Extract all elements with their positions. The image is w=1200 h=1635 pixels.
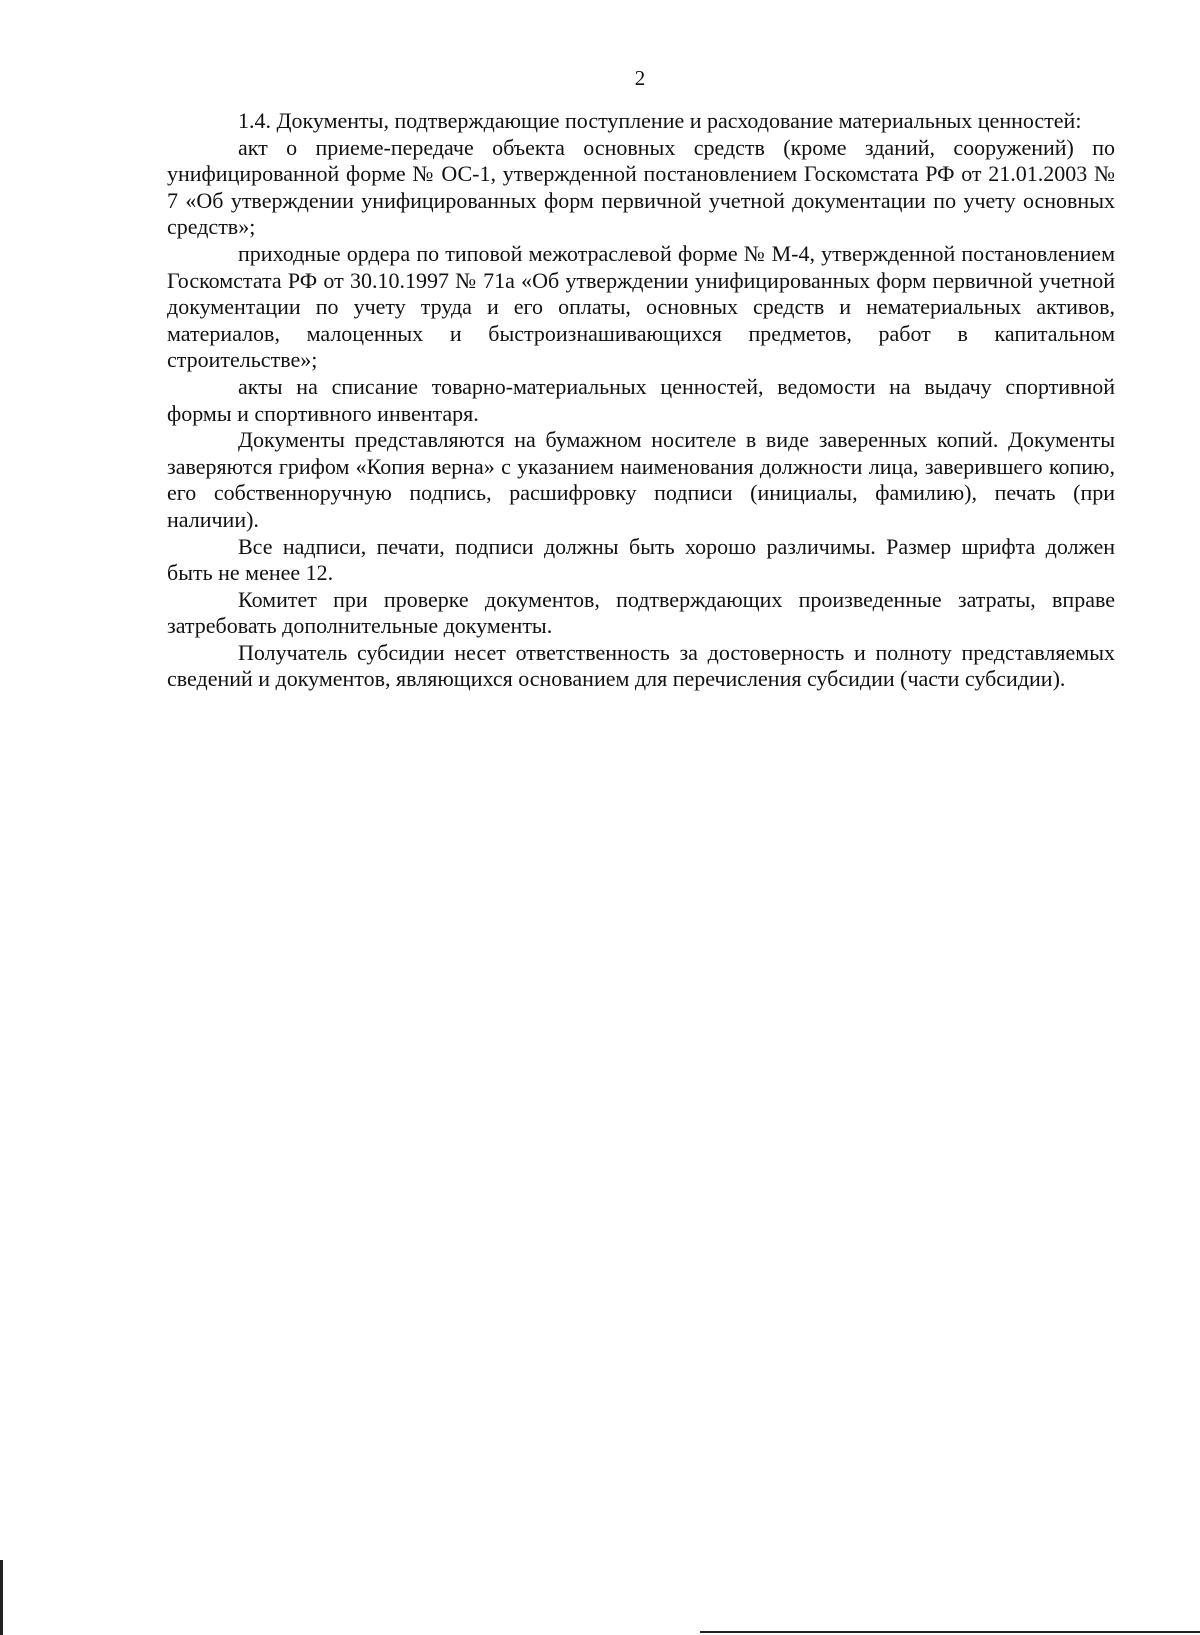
paragraph-committee-request: Комитет при проверке документов, подтверждающих произведенные затраты, вправе затребовать дополнительные документы. (167, 586, 1115, 639)
page-number: 2 (634, 66, 646, 90)
paragraph-receipt-orders-m4: приходные ордера по типовой межотраслевой форме № М-4, утвержденной постановлением Госкомстата РФ от 30.10.1997 № 71а «Об утверждении унифицированных форм первичной учетной документации по учету труда и его оплаты, основных средств и нематериальных активов, материалов, малоценных и быстроизнашивающихся предметов, работ в капитальном строительстве»; (167, 240, 1115, 373)
scan-edge-bottom (700, 1631, 1200, 1633)
paragraph-write-off-acts: акты на списание товарно-материальных ценностей, ведомости на выдачу спортивной формы и спортивного инвентаря. (167, 373, 1115, 426)
paragraph-certified-copies: Документы представляются на бумажном носителе в виде заверенных копий. Документы заверяются грифом «Копия верна» с указанием наименования должности лица, заверившего копию, его собственноручную подпись, расшифровку подписи (инициалы, фамилию), печать (при наличии). (167, 427, 1115, 532)
scan-edge-left (0, 1560, 3, 1635)
paragraph-recipient-responsibility: Получатель субсидии несет ответственность за достоверность и полноту представляемых сведений и документов, являющихся основанием для перечисления субсидии (части субсидии). (167, 639, 1115, 692)
paragraph-legibility: Все надписи, печати, подписи должны быть хорошо различимы. Размер шрифта должен быть не менее 12. (167, 533, 1115, 586)
paragraph-documents-list-intro: 1.4. Документы, подтверждающие поступление и расходование материальных ценностей: (238, 108, 1082, 133)
document-body (167, 108, 1115, 693)
paragraph-act-os1: акт о приеме-передаче объекта основных средств (кроме зданий, сооружений) по унифицированной форме № ОС-1, утвержденной постановлением Госкомстата РФ от 21.01.2003 № 7 «Об утверждении унифицированных форм первичной учетной документации по учету основных средств»; (167, 134, 1115, 240)
